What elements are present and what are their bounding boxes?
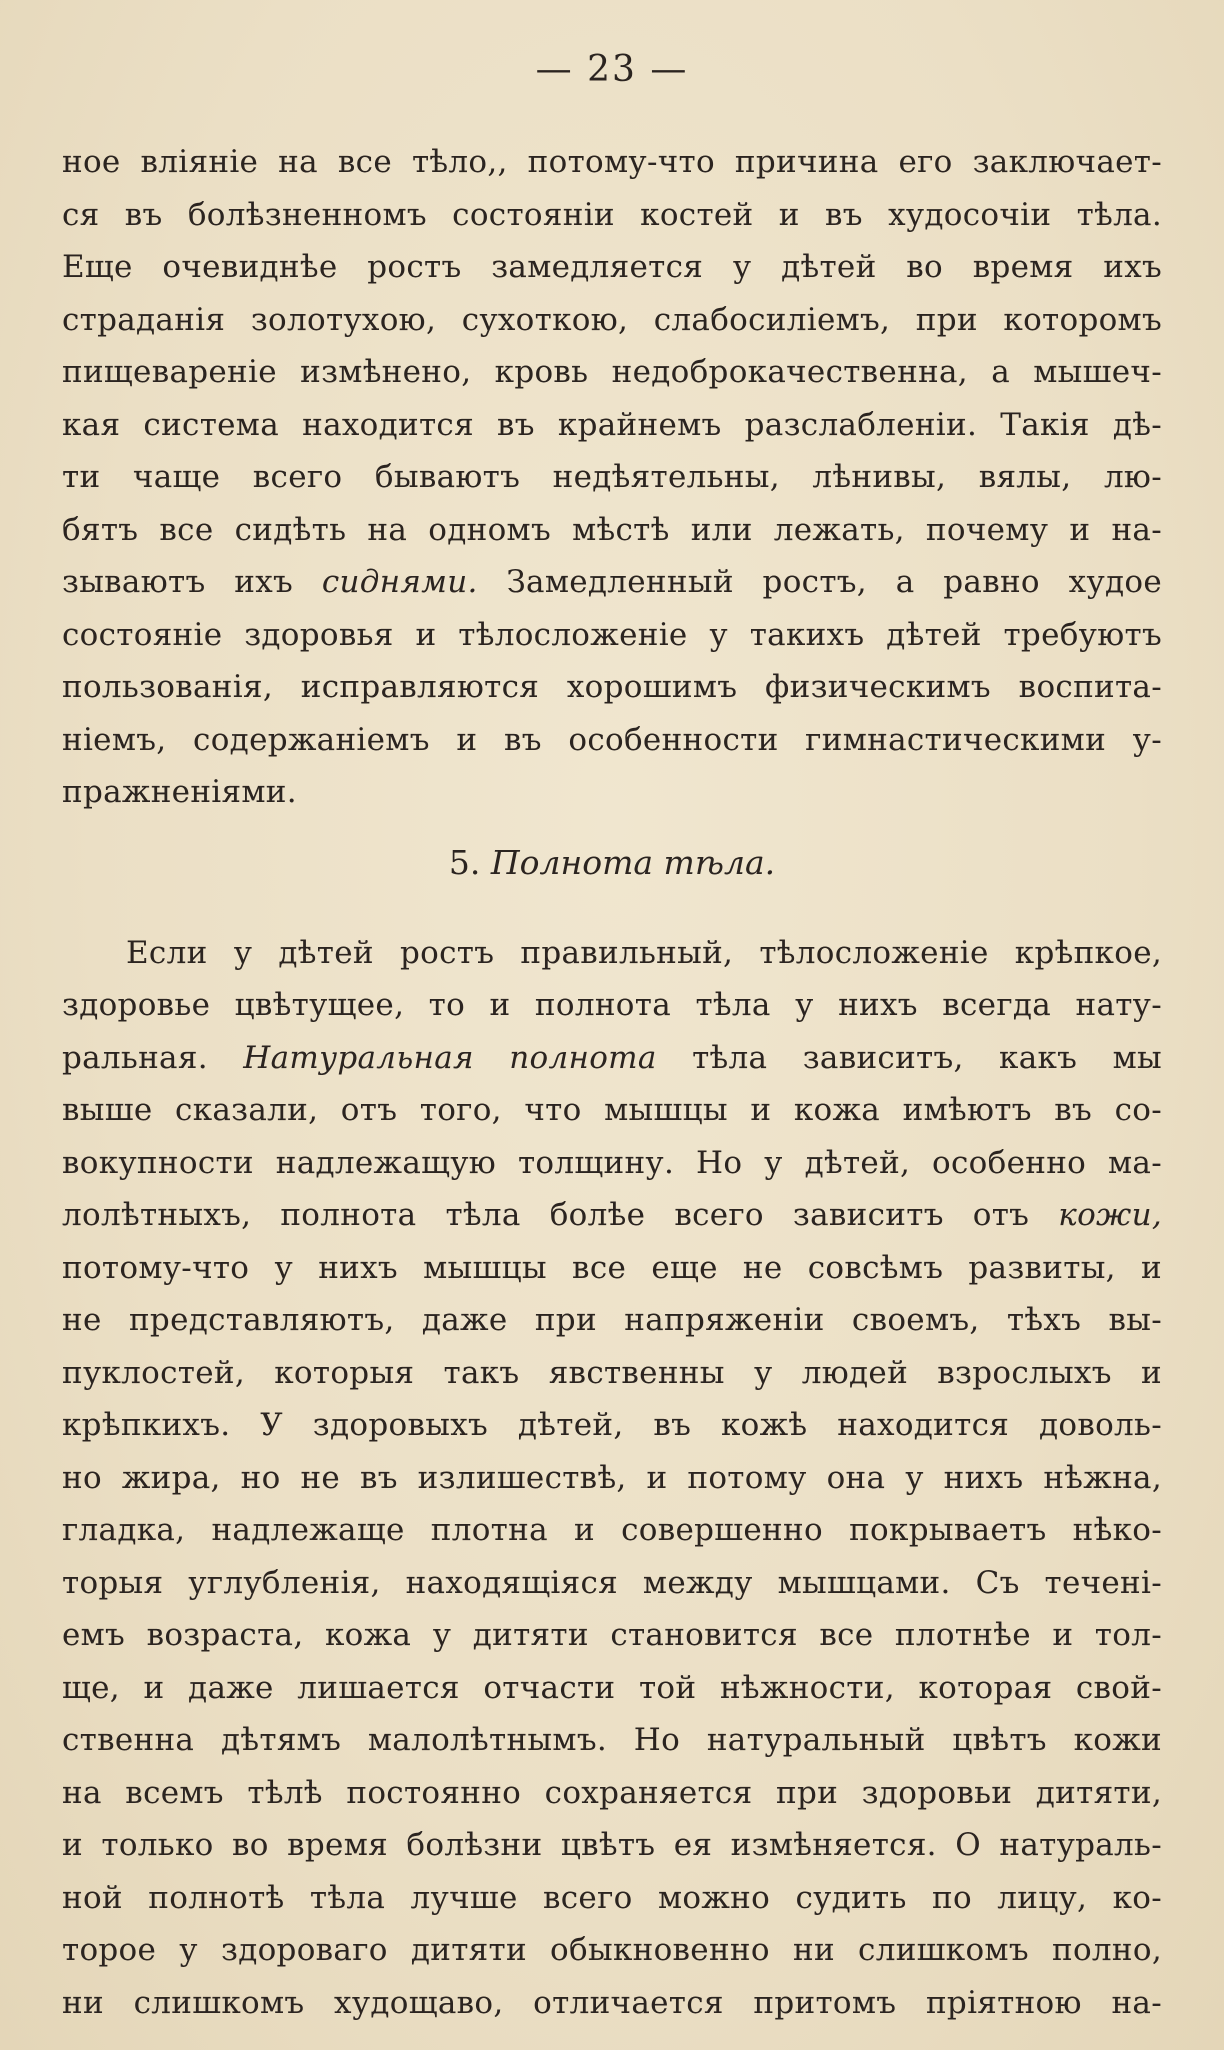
text-line: страданія золотухою, сухоткою, слабосиліемъ, при которомъ xyxy=(62,301,1162,338)
text-line: торое у здороваго дитяти обыкновенно ни слишкомъ полно, xyxy=(62,1932,1162,1968)
text-line xyxy=(62,1032,1162,1085)
text-line: выше сказали, отъ того, что мышцы и кожа имѣютъ въ со- xyxy=(62,1092,1162,1128)
paragraph-2 xyxy=(62,927,1162,2030)
text-fragment: Замедленный ростъ, а равно худое xyxy=(506,564,1162,600)
text-fragment: тѣла зависитъ, какъ мы xyxy=(692,1039,1162,1076)
text-line: ной полнотѣ тѣла лучше всего можно судить по лицу, ко- xyxy=(62,1879,1162,1916)
text-line: Если у дѣтей ростъ правильный, тѣлосложеніе крѣпкое, xyxy=(126,934,1162,971)
text-line: пуклостей, которыя такъ явственны у людей взрослыхъ и xyxy=(62,1354,1162,1391)
text-line: крѣпкихъ. У здоровыхъ дѣтей, въ кожѣ находится доволь- xyxy=(62,1407,1162,1443)
text-line: пражненіями. xyxy=(62,774,297,810)
text-line: состояніе здоровья и тѣлосложеніе у такихъ дѣтей требуютъ xyxy=(62,616,1162,653)
text-line: торыя углубленія, находящіяся между мышцами. Съ теченi- xyxy=(62,1564,1162,1601)
text-line: пищевареніе измѣнено, кровь недоброкачественна, а мышеч- xyxy=(62,354,1162,390)
text-fragment: ральная. xyxy=(62,1039,208,1076)
section-title: Полнота тѣла. xyxy=(490,842,776,882)
text-fragment: лолѣтныхъ, полнота тѣла болѣе всего зависитъ отъ xyxy=(62,1197,1030,1233)
text-line: гладка, надлежаще плотна и совершенно покрываетъ нѣко- xyxy=(62,1512,1162,1548)
italic-term: Натуральная полнота xyxy=(243,1039,657,1076)
section-number: 5. xyxy=(448,842,481,882)
text-line: кая система находится въ крайнемъ разслабленіи. Такія дѣ- xyxy=(62,406,1162,443)
text-line: ніемъ, содержаніемъ и въ особенности гимнастическими у- xyxy=(62,721,1162,758)
text-line xyxy=(62,556,1162,609)
text-line: и только во время болѣзни цвѣтъ ея измѣняется. О натураль- xyxy=(62,1827,1162,1863)
text-line: ти чаще всего бываютъ недѣятельны, лѣнивы, вялы, лю- xyxy=(62,459,1162,495)
text-line: не представляютъ, даже при напряженіи своемъ, тѣхъ вы- xyxy=(62,1302,1162,1338)
text-line: ственна дѣтямъ малолѣтнымъ. Но натуральный цвѣтъ кожи xyxy=(62,1722,1162,1758)
italic-term: кожи, xyxy=(1058,1197,1162,1233)
text-line: Еще очевиднѣе ростъ замедляется у дѣтей во время ихъ xyxy=(62,249,1162,285)
italic-term: сиднями. xyxy=(321,564,478,600)
text-line xyxy=(62,1189,1162,1242)
paragraph-1 xyxy=(62,136,1162,819)
text-line: но жира, но не въ излишествѣ, и потому она у нихъ нѣжна, xyxy=(62,1459,1162,1496)
text-line: емъ возраста, кожа у дитяти становится все плотнѣе и тол- xyxy=(62,1617,1162,1653)
text-line: ни слишкомъ худощаво, отличается притомъ пріятною на- xyxy=(62,1984,1162,2021)
text-line: вокупности надлежащую толщину. Но у дѣтей, особенно ма- xyxy=(62,1144,1162,1181)
text-line: здоровье цвѣтущее, то и полнота тѣла у нихъ всегда нату- xyxy=(62,987,1162,1023)
text-line: ще, и даже лишается отчасти той нѣжности, которая свой- xyxy=(62,1669,1162,1706)
section-heading xyxy=(62,837,1162,889)
text-line: ное вліяніе на все тѣло,, потому-что причина его заключает- xyxy=(62,144,1162,180)
text-line: на всемъ тѣлѣ постоянно сохраняется при здоровьи дитяти, xyxy=(62,1774,1162,1811)
text-line: потому-что у нихъ мышцы все еще не совсѣмъ развиты, и xyxy=(62,1249,1162,1286)
text-line: пользованія, исправляются хорошимъ физическимъ воспита- xyxy=(62,669,1162,705)
text-line: бятъ все сидѣть на одномъ мѣстѣ или лежать, почему и на- xyxy=(62,511,1162,548)
page-number: — 23 — xyxy=(535,49,689,90)
text-fragment: зываютъ ихъ xyxy=(62,564,294,600)
text-line: ся въ болѣзненномъ состояніи костей и въ худосочіи тѣла. xyxy=(62,196,1162,233)
